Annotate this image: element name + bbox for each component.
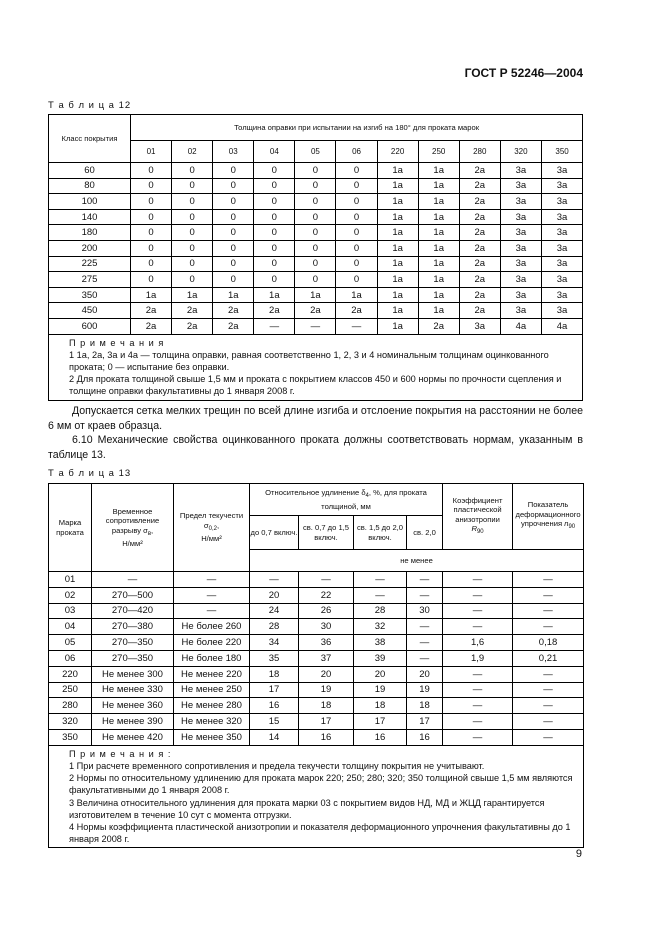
table-cell: 34 (250, 635, 299, 651)
table-row (49, 272, 583, 288)
mandrel-cell: 4а (500, 318, 541, 334)
table-cell: 280 (49, 698, 92, 714)
mandrel-cell: 2а (459, 256, 500, 272)
table-cell: 17 (407, 714, 443, 730)
table-cell: 30 (299, 619, 354, 635)
mandrel-cell: 1а (418, 209, 459, 225)
col-yield-header: Предел текучести $\sigma_{0,2}$, Н/мм² (174, 484, 250, 572)
mandrel-cell: 3а (541, 272, 582, 288)
table-cell: 350 (49, 729, 92, 745)
mandrel-cell: 0 (295, 240, 336, 256)
grade-header-05: 05 (295, 141, 336, 163)
mandrel-cell: 0 (336, 178, 377, 194)
coating-class-cell: 100 (49, 194, 131, 210)
table-cell: 250 (49, 682, 92, 698)
table-cell: — (407, 572, 443, 588)
mandrel-cell: 1а (418, 163, 459, 179)
table-cell: — (250, 572, 299, 588)
coating-class-cell: 60 (49, 163, 131, 179)
table-cell: 19 (407, 682, 443, 698)
mandrel-cell: 3а (459, 318, 500, 334)
col-elongation-header: Относительное удлинение $\delta_4$, %, для проката толщиной, мм (250, 484, 443, 516)
mandrel-cell: 0 (131, 163, 172, 179)
mandrel-cell: 1а (377, 303, 418, 319)
table-12-caption: Т а б л и ц а 12 (48, 100, 132, 111)
mandrel-cell: 3а (541, 303, 582, 319)
note-1: 1 При расчете временного сопротивления и предела текучести толщину покрытия не учитывают. (69, 760, 485, 771)
table-cell: — (443, 698, 513, 714)
table-cell: Не менее 320 (174, 714, 250, 730)
table-cell: — (513, 603, 584, 619)
note-2: 2 Для проката толщиной свыше 1,5 мм и проката с покрытием классов 450 и 600 нормы по прочности сцепления и толщине оправки факультативны до 1 января 2008 г. (69, 374, 562, 397)
mandrel-cell: — (295, 318, 336, 334)
mandrel-cell: 2а (336, 303, 377, 319)
mandrel-cell: 0 (213, 225, 254, 241)
table-cell: 20 (250, 587, 299, 603)
table-cell: 270—380 (92, 619, 174, 635)
mandrel-cell: 2а (131, 303, 172, 319)
mandrel-cell: 0 (172, 178, 213, 194)
table-cell: 270—420 (92, 603, 174, 619)
table-row (49, 287, 583, 303)
table-cell: — (443, 729, 513, 745)
mandrel-cell: 0 (336, 256, 377, 272)
mandrel-cell: 2а (459, 303, 500, 319)
mandrel-cell: 3а (500, 256, 541, 272)
mandrel-cell: 3а (541, 163, 582, 179)
table-cell: 18 (407, 698, 443, 714)
grade-header-06: 06 (336, 141, 377, 163)
table-cell: — (443, 682, 513, 698)
table-cell: 14 (250, 729, 299, 745)
grade-header-250: 250 (418, 141, 459, 163)
table-cell: — (513, 572, 584, 588)
mandrel-cell: 3а (541, 225, 582, 241)
mandrel-cell: 0 (131, 178, 172, 194)
table-cell: — (354, 572, 407, 588)
note-1: 1 1а, 2а, 3а и 4а — толщина оправки, равная соответственно 1, 2, 3 и 4 номинальным толщинам оцинкованного проката; 0 — испытание без оправки. (69, 349, 549, 372)
mandrel-cell: 2а (459, 287, 500, 303)
table-cell: — (407, 650, 443, 666)
table-cell: — (443, 619, 513, 635)
table-cell: 01 (49, 572, 92, 588)
mandrel-cell: 2а (295, 303, 336, 319)
mandrel-cell: 2а (459, 209, 500, 225)
mandrel-cell: 3а (500, 194, 541, 210)
table-cell: 30 (407, 603, 443, 619)
table-row (49, 303, 583, 319)
page-number: 9 (575, 848, 582, 860)
col-thick-1: до 0,7 включ. (250, 516, 299, 550)
coating-class-cell: 180 (49, 225, 131, 241)
table-cell: 37 (299, 650, 354, 666)
mandrel-cell: 0 (254, 178, 295, 194)
mandrel-cell: 0 (213, 272, 254, 288)
mandrel-cell: 0 (172, 272, 213, 288)
mandrel-cell: 1а (172, 287, 213, 303)
mandrel-cell: 2а (213, 303, 254, 319)
col-hardening-header: Показатель деформационного упрочнения $n_{90}$ (513, 484, 584, 550)
mandrel-cell: 0 (131, 272, 172, 288)
mandrel-cell: — (254, 318, 295, 334)
table-cell: Не более 180 (174, 650, 250, 666)
table-cell: 270—350 (92, 650, 174, 666)
mandrel-cell: 0 (254, 256, 295, 272)
mandrel-cell: 1а (377, 163, 418, 179)
table-cell: — (443, 587, 513, 603)
mandrel-cell: 1а (418, 272, 459, 288)
table-row (49, 650, 584, 666)
mandrel-cell: 0 (131, 256, 172, 272)
table-row (49, 572, 584, 588)
mandrel-cell: 0 (213, 178, 254, 194)
mandrel-cell: 0 (295, 272, 336, 288)
table-cell: — (407, 587, 443, 603)
table-cell: Не менее 360 (92, 698, 174, 714)
mandrel-cell: 1а (377, 256, 418, 272)
table-13-caption: Т а б л и ц а 13 (48, 468, 132, 479)
mandrel-cell: 0 (213, 194, 254, 210)
mandrel-cell: 0 (336, 272, 377, 288)
table-cell: 19 (354, 682, 407, 698)
mandrel-cell: 0 (295, 163, 336, 179)
table-cell: Не менее 350 (174, 729, 250, 745)
table-12 (48, 114, 583, 401)
table-cell: 28 (250, 619, 299, 635)
col-anisotropy-header: Коэффициент пластической анизотропии $R_{90}$ (443, 484, 513, 550)
mandrel-cell: 1а (418, 240, 459, 256)
table-row (49, 178, 583, 194)
table-cell: 270—500 (92, 587, 174, 603)
table-cell: Не менее 420 (92, 729, 174, 745)
table-cell: — (443, 714, 513, 730)
table-13 (48, 483, 584, 848)
mandrel-cell: 1а (418, 194, 459, 210)
mandrel-cell: 0 (213, 209, 254, 225)
mandrel-cell: 3а (541, 256, 582, 272)
table-cell: 18 (250, 666, 299, 682)
col-tensile-header: Временное сопротивление разрыву $\sigma_в$, Н/мм² (92, 484, 174, 572)
mandrel-cell: 1а (377, 240, 418, 256)
mandrel-cell: 2а (172, 318, 213, 334)
table-cell: 17 (354, 714, 407, 730)
coating-class-cell: 225 (49, 256, 131, 272)
mandrel-cell: 2а (213, 318, 254, 334)
table-row (49, 666, 584, 682)
note-4: 4 Нормы коэффициента пластической анизотропии и показателя деформационного упрочнения факультативны до 1 января 2008 г. (69, 821, 571, 845)
table-cell: 16 (250, 698, 299, 714)
mandrel-cell: 0 (254, 209, 295, 225)
table-cell: 20 (407, 666, 443, 682)
notes-title: П р и м е ч а н и я (69, 337, 165, 348)
table-row (49, 256, 583, 272)
table-cell: — (443, 603, 513, 619)
table-row (49, 225, 583, 241)
table-cell: 220 (49, 666, 92, 682)
note-2: 2 Нормы по относительному удлинению для проката марок 220; 250; 280; 320; 350 толщиной свыше 1,5 мм являются факультативными до 1 января 2008 г. (69, 773, 573, 796)
mandrel-cell: 3а (500, 272, 541, 288)
table-row (49, 635, 584, 651)
table-cell: — (513, 729, 584, 745)
coating-class-cell: 140 (49, 209, 131, 225)
grade-header-350: 350 (541, 141, 582, 163)
mandrel-cell: 0 (213, 240, 254, 256)
mandrel-cell: 0 (295, 209, 336, 225)
mandrel-cell: 2а (459, 272, 500, 288)
table-cell: 320 (49, 714, 92, 730)
mandrel-cell: 3а (500, 163, 541, 179)
mandrel-cell: 1а (377, 194, 418, 210)
mandrel-cell: 3а (500, 225, 541, 241)
table-cell: — (513, 666, 584, 682)
table-cell: — (354, 587, 407, 603)
mandrel-cell: 1а (418, 178, 459, 194)
table-cell: 24 (250, 603, 299, 619)
col-mandrel-thickness-header: Толщина оправки при испытании на изгиб на 180° для проката марок (131, 115, 583, 141)
coating-class-cell: 350 (49, 287, 131, 303)
table-cell: 26 (299, 603, 354, 619)
mandrel-cell: 0 (254, 194, 295, 210)
table-row (49, 698, 584, 714)
grade-header-220: 220 (377, 141, 418, 163)
grade-header-280: 280 (459, 141, 500, 163)
table-row (49, 714, 584, 730)
grade-header-04: 04 (254, 141, 295, 163)
table-cell: 02 (49, 587, 92, 603)
table-cell: — (174, 587, 250, 603)
table-cell: 18 (299, 698, 354, 714)
table-cell: 17 (250, 682, 299, 698)
table-cell: — (513, 698, 584, 714)
grade-header-02: 02 (172, 141, 213, 163)
table-cell: 38 (354, 635, 407, 651)
mandrel-cell: 0 (295, 256, 336, 272)
mandrel-cell: 3а (500, 178, 541, 194)
body-text (48, 404, 583, 462)
table-cell: 39 (354, 650, 407, 666)
mandrel-cell: 3а (500, 303, 541, 319)
table-cell: 15 (250, 714, 299, 730)
table-row (49, 682, 584, 698)
table-cell: 03 (49, 603, 92, 619)
table-cell: — (513, 587, 584, 603)
mandrel-cell: 0 (131, 209, 172, 225)
mandrel-cell: 0 (172, 256, 213, 272)
table-row (49, 194, 583, 210)
table-row (49, 619, 584, 635)
table-cell: 16 (299, 729, 354, 745)
mandrel-cell: 0 (254, 225, 295, 241)
mandrel-cell: 0 (295, 194, 336, 210)
table-row (49, 587, 584, 603)
mandrel-cell: 0 (172, 209, 213, 225)
table-cell: — (443, 572, 513, 588)
mandrel-cell: 2а (459, 163, 500, 179)
table-cell: — (174, 572, 250, 588)
table-cell: 0,21 (513, 650, 584, 666)
mandrel-cell: 0 (172, 194, 213, 210)
mandrel-cell: 2а (459, 240, 500, 256)
mandrel-cell: 1а (418, 225, 459, 241)
notes-title: П р и м е ч а н и я : (69, 748, 172, 759)
mandrel-cell: 3а (500, 240, 541, 256)
table-cell: 36 (299, 635, 354, 651)
mandrel-cell: 0 (295, 178, 336, 194)
table-cell: — (513, 619, 584, 635)
document-code: ГОСТ Р 52246—2004 (464, 66, 583, 80)
table-cell: 20 (299, 666, 354, 682)
table-row (49, 163, 583, 179)
mandrel-cell: 2а (131, 318, 172, 334)
table-cell: Не менее 250 (174, 682, 250, 698)
table-cell: 04 (49, 619, 92, 635)
coating-class-cell: 275 (49, 272, 131, 288)
grade-header-01: 01 (131, 141, 172, 163)
table-cell: 28 (354, 603, 407, 619)
col-thick-2: св. 0,7 до 1,5 включ. (299, 516, 354, 550)
table-cell: 22 (299, 587, 354, 603)
table-cell: 06 (49, 650, 92, 666)
mandrel-cell: 1а (213, 287, 254, 303)
table-row (49, 240, 583, 256)
table-cell: 16 (407, 729, 443, 745)
mandrel-cell: 3а (500, 209, 541, 225)
mandrel-cell: 1а (295, 287, 336, 303)
mandrel-cell: 1а (254, 287, 295, 303)
table-cell: — (513, 714, 584, 730)
table-row (49, 209, 583, 225)
mandrel-cell: 0 (336, 209, 377, 225)
mandrel-cell: 1а (418, 303, 459, 319)
table-cell: — (92, 572, 174, 588)
mandrel-cell: 0 (172, 240, 213, 256)
table-cell: 1,9 (443, 650, 513, 666)
mandrel-cell: 2а (459, 178, 500, 194)
mandrel-cell: 3а (541, 240, 582, 256)
table-cell: 20 (354, 666, 407, 682)
table-cell: — (174, 603, 250, 619)
paragraph-cracks: Допускается сетка мелких трещин по всей длине изгиба и отслоение покрытия на расстоянии не более 6 мм от краев образца. (48, 405, 583, 432)
table-cell: Не более 220 (174, 635, 250, 651)
mandrel-cell: 0 (295, 225, 336, 241)
col-thick-3: св. 1,5 до 2,0 включ. (354, 516, 407, 550)
table-cell: 35 (250, 650, 299, 666)
table-13-notes (49, 745, 584, 848)
not-less-header: не менее (250, 550, 584, 572)
col-thick-4: св. 2,0 (407, 516, 443, 550)
table-row (49, 318, 583, 334)
table-cell: — (513, 682, 584, 698)
mandrel-cell: 4а (541, 318, 582, 334)
mandrel-cell: 3а (541, 287, 582, 303)
mandrel-cell: 2а (172, 303, 213, 319)
coating-class-cell: 200 (49, 240, 131, 256)
mandrel-cell: 3а (500, 287, 541, 303)
mandrel-cell: 1а (377, 318, 418, 334)
table-cell: 1,6 (443, 635, 513, 651)
paragraph-6-10: 6.10 Механические свойства оцинкованного проката должны соответствовать нормам, указанным в таблице 13. (48, 434, 583, 461)
mandrel-cell: 0 (336, 240, 377, 256)
mandrel-cell: 2а (254, 303, 295, 319)
coating-class-cell: 450 (49, 303, 131, 319)
table-cell: 05 (49, 635, 92, 651)
table-cell: Не менее 330 (92, 682, 174, 698)
mandrel-cell: 0 (131, 194, 172, 210)
mandrel-cell: 0 (336, 194, 377, 210)
table-cell: — (407, 635, 443, 651)
coating-class-cell: 80 (49, 178, 131, 194)
mandrel-cell: 3а (541, 194, 582, 210)
note-3: 3 Величина относительного удлинения для проката марки 03 с покрытием видов НД, МД и ЖЦД гарантируется изготовителем в течение 10 сут с момента отгрузки. (69, 797, 545, 820)
mandrel-cell: 2а (459, 225, 500, 241)
table-cell: Не менее 220 (174, 666, 250, 682)
mandrel-cell: 0 (213, 163, 254, 179)
table-cell: Не менее 280 (174, 698, 250, 714)
table-cell: Не более 260 (174, 619, 250, 635)
mandrel-cell: 1а (418, 287, 459, 303)
mandrel-cell: 2а (418, 318, 459, 334)
mandrel-cell: 1а (377, 209, 418, 225)
mandrel-cell: 1а (418, 256, 459, 272)
mandrel-cell: 0 (254, 240, 295, 256)
col-coating-class-header: Класс покрытия (49, 115, 131, 163)
coating-class-cell: 600 (49, 318, 131, 334)
mandrel-cell: 0 (131, 225, 172, 241)
mandrel-cell: 0 (254, 272, 295, 288)
mandrel-cell: 1а (131, 287, 172, 303)
table-cell: — (443, 666, 513, 682)
table-cell: 19 (299, 682, 354, 698)
table-12-notes (49, 334, 583, 400)
table-cell: 17 (299, 714, 354, 730)
table-cell: 18 (354, 698, 407, 714)
mandrel-cell: 1а (377, 272, 418, 288)
mandrel-cell: 0 (213, 256, 254, 272)
table-cell: 0,18 (513, 635, 584, 651)
mandrel-cell: 0 (254, 163, 295, 179)
mandrel-cell: 0 (336, 163, 377, 179)
mandrel-cell: 0 (172, 225, 213, 241)
table-row (49, 729, 584, 745)
mandrel-cell: 3а (541, 209, 582, 225)
mandrel-cell: 1а (377, 225, 418, 241)
mandrel-cell: 3а (541, 178, 582, 194)
mandrel-cell: 1а (336, 287, 377, 303)
table-cell: — (407, 619, 443, 635)
table-cell: 32 (354, 619, 407, 635)
mandrel-cell: 2а (459, 194, 500, 210)
table-cell: 16 (354, 729, 407, 745)
mandrel-cell: 0 (336, 225, 377, 241)
col-grade-header: Марка проката (49, 484, 92, 572)
table-cell: Не менее 300 (92, 666, 174, 682)
mandrel-cell: 0 (131, 240, 172, 256)
table-cell: Не менее 390 (92, 714, 174, 730)
grade-header-320: 320 (500, 141, 541, 163)
grade-header-03: 03 (213, 141, 254, 163)
table-row (49, 603, 584, 619)
table-cell: 270—350 (92, 635, 174, 651)
mandrel-cell: 1а (377, 287, 418, 303)
mandrel-cell: — (336, 318, 377, 334)
table-cell: — (299, 572, 354, 588)
mandrel-cell: 1а (377, 178, 418, 194)
mandrel-cell: 0 (172, 163, 213, 179)
